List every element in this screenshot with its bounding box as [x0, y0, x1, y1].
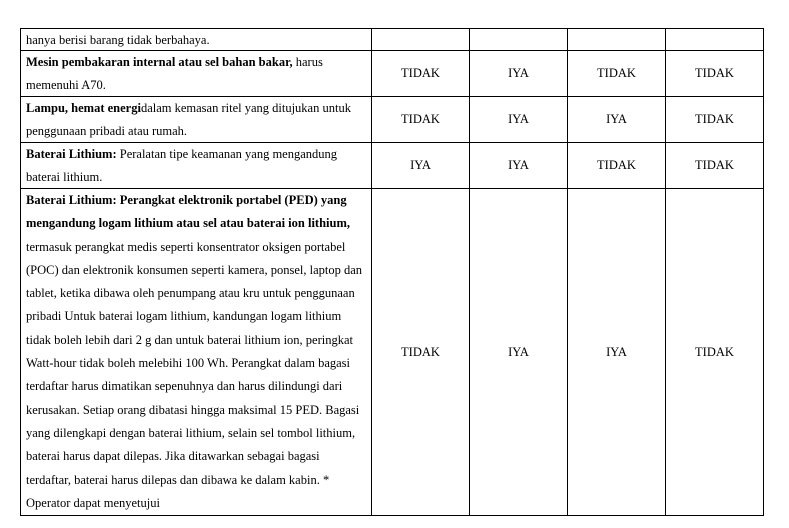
table-row [21, 51, 764, 97]
value-cell-4: TIDAK [666, 97, 764, 143]
value-cell-2: IYA [470, 97, 568, 143]
item-description: hanya berisi barang tidak berbahaya. [21, 29, 372, 51]
value-cell-2: IYA [470, 189, 568, 516]
value-cell-3 [568, 29, 666, 51]
table-row [21, 97, 764, 143]
value-cell-4: TIDAK [666, 189, 764, 516]
value-cell-4 [666, 29, 764, 51]
value-cell-1: TIDAK [372, 51, 470, 97]
value-cell-2: IYA [470, 143, 568, 189]
value-cell-3: TIDAK [568, 143, 666, 189]
value-cell-1: TIDAK [372, 97, 470, 143]
value-cell-4: TIDAK [666, 143, 764, 189]
value-cell-1: IYA [372, 143, 470, 189]
table-row [21, 29, 764, 51]
value-cell-1 [372, 29, 470, 51]
value-cell-2: IYA [470, 51, 568, 97]
value-cell-3: IYA [568, 97, 666, 143]
item-description: Baterai Lithium: Peralatan tipe keamanan yang mengandung baterai lithium. [21, 143, 372, 189]
table-row [21, 189, 764, 516]
item-description: Baterai Lithium: Perangkat elektronik portabel (PED) yang mengandung logam lithium atau sel atau baterai ion lithium, termasuk perangkat medis seperti konsentrator oksigen portabel (POC) dan elektronik konsumen seperti kamera, ponsel, laptop dan tablet, ketika dibawa oleh penumpang atau kru untuk penggunaan pribadi Untuk baterai logam lithium, kandungan logam lithium tidak boleh lebih dari 2 g dan untuk baterai lithium ion, peringkat Watt-hour tidak boleh melebihi 100 Wh. Perangkat dalam bagasi terdaftar harus dimatikan sepenuhnya dan harus dilindungi dari kerusakan. Setiap orang dibatasi hingga maksimal 15 PED. Bagasi yang dilengkapi dengan baterai lithium, selain sel tombol lithium, baterai harus dapat dilepas. Jika ditawarkan sebagai bagasi terdaftar, baterai harus dilepas dan dibawa ke dalam kabin. * Operator dapat menyetujui [21, 189, 372, 516]
table-row [21, 143, 764, 189]
value-cell-1: TIDAK [372, 189, 470, 516]
dangerous-goods-table [20, 28, 764, 516]
item-description: Lampu, hemat energidalam kemasan ritel yang ditujukan untuk penggunaan pribadi atau rumah. [21, 97, 372, 143]
item-description: Mesin pembakaran internal atau sel bahan bakar, harus memenuhi A70. [21, 51, 372, 97]
value-cell-4: TIDAK [666, 51, 764, 97]
value-cell-2 [470, 29, 568, 51]
value-cell-3: IYA [568, 189, 666, 516]
value-cell-3: TIDAK [568, 51, 666, 97]
